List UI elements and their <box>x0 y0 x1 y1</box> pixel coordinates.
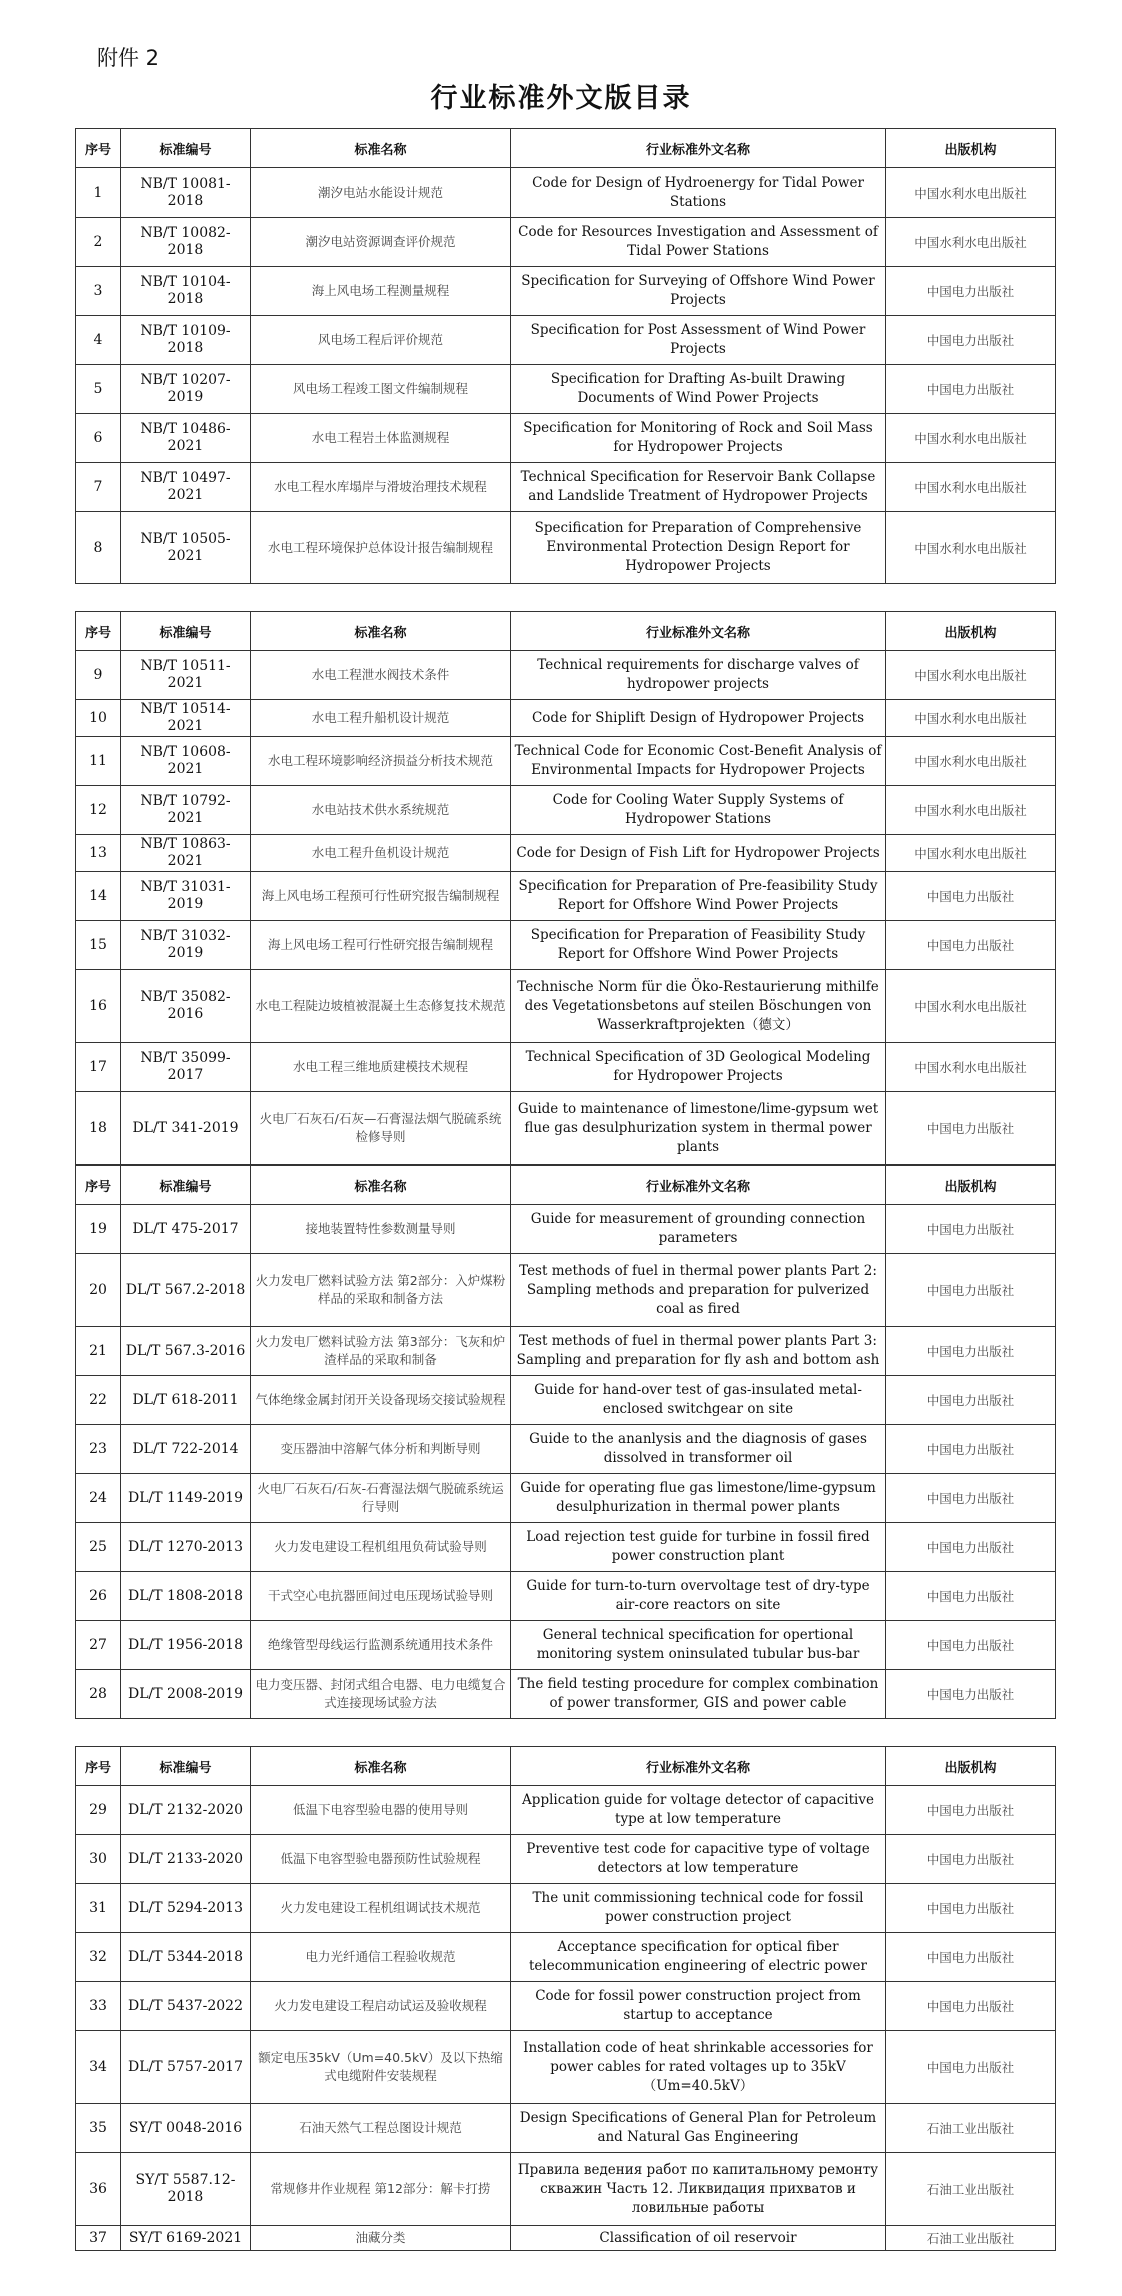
col-code: NB/T 10109-2018 <box>121 316 251 365</box>
col-english-name: Specification for Surveying of Offshore Wind Power Projects <box>511 267 886 316</box>
table-row <box>76 1327 1056 1376</box>
header-col-publisher: 出版机构 <box>886 1166 1056 1205</box>
table-row <box>76 1786 1056 1835</box>
col-number: 14 <box>76 872 121 921</box>
col-publisher: 中国水利水电出版社 <box>886 970 1056 1043</box>
col-code: NB/T 10505-2021 <box>121 512 251 584</box>
col-code: NB/T 31031-2019 <box>121 872 251 921</box>
col-publisher: 中国电力出版社 <box>886 1933 1056 1982</box>
header-col-code: 标准编号 <box>121 1166 251 1205</box>
table-row <box>76 1092 1056 1165</box>
col-publisher: 中国电力出版社 <box>886 1425 1056 1474</box>
col-number: 25 <box>76 1523 121 1572</box>
table-row <box>76 316 1056 365</box>
col-name: 水电工程环境保护总体设计报告编制规程 <box>251 512 511 584</box>
col-english-name: Code for Design of Hydroenergy for Tidal Power Stations <box>511 168 886 218</box>
col-name: 水电工程升船机设计规范 <box>251 700 511 737</box>
table-row <box>76 218 1056 267</box>
col-publisher: 中国电力出版社 <box>886 1376 1056 1425</box>
table-header-row <box>76 1747 1056 1786</box>
table-row <box>76 1254 1056 1327</box>
col-name: 干式空心电抗器匝间过电压现场试验导则 <box>251 1572 511 1621</box>
table-row <box>76 512 1056 584</box>
col-publisher: 中国水利水电出版社 <box>886 463 1056 512</box>
col-name: 火力发电建设工程启动试运及验收规程 <box>251 1982 511 2031</box>
col-name: 海上风电场工程预可行性研究报告编制规程 <box>251 872 511 921</box>
col-number: 37 <box>76 2226 121 2251</box>
col-name: 水电工程陡边坡植被混凝土生态修复技术规范 <box>251 970 511 1043</box>
col-english-name: Acceptance specification for optical fiber telecommunication engineering of electric power <box>511 1933 886 1982</box>
col-english-name: Technische Norm für die Öko-Restaurierung mithilfe des Vegetationsbetons auf steilen Böschungen von Wasserkraftprojekten（德文） <box>511 970 886 1043</box>
col-name: 接地装置特性参数测量导则 <box>251 1205 511 1254</box>
header-col-name: 标准名称 <box>251 1166 511 1205</box>
col-publisher: 中国电力出版社 <box>886 1835 1056 1884</box>
table-row <box>76 2104 1056 2153</box>
col-number: 20 <box>76 1254 121 1327</box>
col-english-name: Guide to maintenance of limestone/lime-gypsum wet flue gas desulphurization system in thermal power plants <box>511 1092 886 1165</box>
table-row <box>76 1043 1056 1092</box>
table-row <box>76 2226 1056 2251</box>
col-publisher: 中国电力出版社 <box>886 1327 1056 1376</box>
col-code: NB/T 10792-2021 <box>121 786 251 835</box>
col-code: DL/T 2008-2019 <box>121 1670 251 1719</box>
col-english-name: Technical Code for Economic Cost-Benefit Analysis of Environmental Impacts for Hydropower Projects <box>511 737 886 786</box>
col-code: NB/T 35099-2017 <box>121 1043 251 1092</box>
col-publisher: 中国电力出版社 <box>886 1621 1056 1670</box>
table-row <box>76 1982 1056 2031</box>
col-english-name: Guide for turn-to-turn overvoltage test of dry-type air-core reactors on site <box>511 1572 886 1621</box>
header-col-english-name: 行业标准外文名称 <box>511 1747 886 1786</box>
col-english-name: Code for Design of Fish Lift for Hydropower Projects <box>511 835 886 872</box>
col-name: 海上风电场工程可行性研究报告编制规程 <box>251 921 511 970</box>
table-row <box>76 267 1056 316</box>
col-name: 火电厂石灰石/石灰—石膏湿法烟气脱硫系统检修导则 <box>251 1092 511 1165</box>
col-number: 17 <box>76 1043 121 1092</box>
col-name: 火力发电建设工程机组甩负荷试验导则 <box>251 1523 511 1572</box>
table-row <box>76 835 1056 872</box>
col-english-name: Code for fossil power construction project from startup to acceptance <box>511 1982 886 2031</box>
col-publisher: 中国电力出版社 <box>886 1474 1056 1523</box>
col-number: 24 <box>76 1474 121 1523</box>
col-number: 10 <box>76 700 121 737</box>
header-col-number: 序号 <box>76 1166 121 1205</box>
col-english-name: Specification for Drafting As-built Drawing Documents of Wind Power Projects <box>511 365 886 414</box>
col-name: 火电厂石灰石/石灰-石膏湿法烟气脱硫系统运行导则 <box>251 1474 511 1523</box>
col-name: 水电工程三维地质建模技术规程 <box>251 1043 511 1092</box>
header-col-number: 序号 <box>76 612 121 651</box>
table-row <box>76 168 1056 218</box>
col-publisher: 中国水利水电出版社 <box>886 786 1056 835</box>
col-name: 水电工程水库塌岸与滑坡治理技术规程 <box>251 463 511 512</box>
col-code: NB/T 10608-2021 <box>121 737 251 786</box>
col-name: 常规修井作业规程 第12部分：解卡打捞 <box>251 2153 511 2226</box>
col-code: NB/T 10514-2021 <box>121 700 251 737</box>
col-number: 9 <box>76 651 121 700</box>
col-publisher: 中国电力出版社 <box>886 365 1056 414</box>
table-row <box>76 1474 1056 1523</box>
col-english-name: Design Specifications of General Plan for Petroleum and Natural Gas Engineering <box>511 2104 886 2153</box>
col-code: DL/T 567.3-2016 <box>121 1327 251 1376</box>
col-publisher: 中国电力出版社 <box>886 1523 1056 1572</box>
col-code: NB/T 10486-2021 <box>121 414 251 463</box>
col-english-name: Classification of oil reservoir <box>511 2226 886 2251</box>
col-number: 4 <box>76 316 121 365</box>
standards-table <box>75 128 1056 584</box>
col-code: SY/T 0048-2016 <box>121 2104 251 2153</box>
col-code: DL/T 341-2019 <box>121 1092 251 1165</box>
col-publisher: 中国水利水电出版社 <box>886 414 1056 463</box>
col-english-name: Specification for Preparation of Feasibility Study Report for Offshore Wind Power Projects <box>511 921 886 970</box>
table-row <box>76 1523 1056 1572</box>
col-number: 26 <box>76 1572 121 1621</box>
header-col-english-name: 行业标准外文名称 <box>511 129 886 168</box>
col-english-name: Test methods of fuel in thermal power plants Part 2: Sampling methods and preparation for pulverized coal as fired <box>511 1254 886 1327</box>
col-number: 32 <box>76 1933 121 1982</box>
col-number: 29 <box>76 1786 121 1835</box>
col-code: DL/T 1149-2019 <box>121 1474 251 1523</box>
col-number: 36 <box>76 2153 121 2226</box>
table-row <box>76 463 1056 512</box>
col-english-name: Technical requirements for discharge valves of hydropower projects <box>511 651 886 700</box>
table-header-row <box>76 129 1056 168</box>
header-col-code: 标准编号 <box>121 1747 251 1786</box>
table-row <box>76 1621 1056 1670</box>
col-number: 33 <box>76 1982 121 2031</box>
col-name: 水电工程升鱼机设计规范 <box>251 835 511 872</box>
table-row <box>76 1205 1056 1254</box>
col-english-name: Specification for Monitoring of Rock and Soil Mass for Hydropower Projects <box>511 414 886 463</box>
col-english-name: Load rejection test guide for turbine in fossil fired power construction plant <box>511 1523 886 1572</box>
col-number: 3 <box>76 267 121 316</box>
col-code: DL/T 5294-2013 <box>121 1884 251 1933</box>
col-publisher: 中国水利水电出版社 <box>886 218 1056 267</box>
col-number: 35 <box>76 2104 121 2153</box>
col-number: 13 <box>76 835 121 872</box>
col-code: NB/T 10104-2018 <box>121 267 251 316</box>
col-english-name: Guide for operating flue gas limestone/lime-gypsum desulphurization in thermal power plants <box>511 1474 886 1523</box>
col-number: 16 <box>76 970 121 1043</box>
table-header-row <box>76 612 1056 651</box>
col-english-name: Specification for Preparation of Comprehensive Environmental Protection Design Report for Hydropower Projects <box>511 512 886 584</box>
col-publisher: 中国电力出版社 <box>886 2031 1056 2104</box>
table-row <box>76 414 1056 463</box>
col-code: DL/T 722-2014 <box>121 1425 251 1474</box>
col-number: 34 <box>76 2031 121 2104</box>
standards-table <box>75 611 1056 1165</box>
header-col-english-name: 行业标准外文名称 <box>511 612 886 651</box>
col-name: 潮汐电站水能设计规范 <box>251 168 511 218</box>
col-number: 21 <box>76 1327 121 1376</box>
table-row <box>76 1835 1056 1884</box>
col-code: NB/T 10511-2021 <box>121 651 251 700</box>
col-name: 火力发电建设工程机组调试技术规范 <box>251 1884 511 1933</box>
col-name: 低温下电容型验电器预防性试验规程 <box>251 1835 511 1884</box>
col-number: 28 <box>76 1670 121 1719</box>
col-code: DL/T 2132-2020 <box>121 1786 251 1835</box>
col-code: NB/T 10207-2019 <box>121 365 251 414</box>
col-english-name: Code for Cooling Water Supply Systems of Hydropower Stations <box>511 786 886 835</box>
col-name: 变压器油中溶解气体分析和判断导则 <box>251 1425 511 1474</box>
page-title: 行业标准外文版目录 <box>430 83 692 114</box>
header-col-publisher: 出版机构 <box>886 129 1056 168</box>
col-code: DL/T 1270-2013 <box>121 1523 251 1572</box>
table-row <box>76 1933 1056 1982</box>
table-row <box>76 651 1056 700</box>
col-name: 火力发电厂燃料试验方法 第3部分：飞灰和炉渣样品的采取和制备 <box>251 1327 511 1376</box>
table-row <box>76 1670 1056 1719</box>
col-publisher: 中国电力出版社 <box>886 1670 1056 1719</box>
col-publisher: 中国电力出版社 <box>886 872 1056 921</box>
col-publisher: 中国电力出版社 <box>886 1092 1056 1165</box>
col-publisher: 石油工业出版社 <box>886 2153 1056 2226</box>
header-col-number: 序号 <box>76 1747 121 1786</box>
col-publisher: 中国水利水电出版社 <box>886 512 1056 584</box>
col-english-name: Code for Shiplift Design of Hydropower Projects <box>511 700 886 737</box>
table-row <box>76 2153 1056 2226</box>
header-col-code: 标准编号 <box>121 612 251 651</box>
col-name: 油藏分类 <box>251 2226 511 2251</box>
col-publisher: 中国电力出版社 <box>886 1982 1056 2031</box>
col-name: 风电场工程竣工图文件编制规程 <box>251 365 511 414</box>
col-name: 风电场工程后评价规范 <box>251 316 511 365</box>
table-row <box>76 365 1056 414</box>
header-col-publisher: 出版机构 <box>886 612 1056 651</box>
header-col-english-name: 行业标准外文名称 <box>511 1166 886 1205</box>
col-code: DL/T 567.2-2018 <box>121 1254 251 1327</box>
table-row <box>76 872 1056 921</box>
col-publisher: 石油工业出版社 <box>886 2226 1056 2251</box>
col-publisher: 石油工业出版社 <box>886 2104 1056 2153</box>
col-publisher: 中国水利水电出版社 <box>886 737 1056 786</box>
col-number: 19 <box>76 1205 121 1254</box>
col-english-name: Application guide for voltage detector of capacitive type at low temperature <box>511 1786 886 1835</box>
table-header-row <box>76 1166 1056 1205</box>
col-english-name: Technical Specification for Reservoir Bank Collapse and Landslide Treatment of Hydropower Projects <box>511 463 886 512</box>
col-english-name: Guide to the ananlysis and the diagnosis of gases dissolved in transformer oil <box>511 1425 886 1474</box>
col-name: 水电站技术供水系统规范 <box>251 786 511 835</box>
col-english-name: Technical Specification of 3D Geological Modeling for Hydropower Projects <box>511 1043 886 1092</box>
col-number: 8 <box>76 512 121 584</box>
col-name: 水电工程环境影响经济损益分析技术规范 <box>251 737 511 786</box>
col-number: 15 <box>76 921 121 970</box>
col-publisher: 中国电力出版社 <box>886 1205 1056 1254</box>
col-english-name: Guide for measurement of grounding connection parameters <box>511 1205 886 1254</box>
table-row <box>76 1572 1056 1621</box>
col-name: 电力变压器、封闭式组合电器、电力电缆复合式连接现场试验方法 <box>251 1670 511 1719</box>
col-code: SY/T 5587.12-2018 <box>121 2153 251 2226</box>
col-number: 7 <box>76 463 121 512</box>
col-code: NB/T 10863-2021 <box>121 835 251 872</box>
col-publisher: 中国水利水电出版社 <box>886 835 1056 872</box>
col-code: DL/T 475-2017 <box>121 1205 251 1254</box>
col-english-name: Guide for hand-over test of gas-insulated metal-enclosed switchgear on site <box>511 1376 886 1425</box>
table-row <box>76 921 1056 970</box>
col-name: 绝缘管型母线运行监测系统通用技术条件 <box>251 1621 511 1670</box>
col-name: 海上风电场工程测量规程 <box>251 267 511 316</box>
table-row <box>76 786 1056 835</box>
col-english-name: Правила ведения работ по капитальному ремонту скважин Часть 12. Ликвидация прихватов и ловильные работы <box>511 2153 886 2226</box>
col-name: 火力发电厂燃料试验方法 第2部分：入炉煤粉样品的采取和制备方法 <box>251 1254 511 1327</box>
header-col-publisher: 出版机构 <box>886 1747 1056 1786</box>
col-publisher: 中国电力出版社 <box>886 316 1056 365</box>
col-code: DL/T 5757-2017 <box>121 2031 251 2104</box>
col-number: 27 <box>76 1621 121 1670</box>
standards-table <box>75 1165 1056 1719</box>
col-name: 额定电压35kV（Um=40.5kV）及以下热缩式电缆附件安装规程 <box>251 2031 511 2104</box>
col-code: SY/T 6169-2021 <box>121 2226 251 2251</box>
standards-table <box>75 1746 1056 2251</box>
header-col-name: 标准名称 <box>251 129 511 168</box>
col-name: 水电工程岩土体监测规程 <box>251 414 511 463</box>
table-row <box>76 1376 1056 1425</box>
col-code: NB/T 10082-2018 <box>121 218 251 267</box>
col-name: 潮汐电站资源调查评价规范 <box>251 218 511 267</box>
table-row <box>76 1425 1056 1474</box>
col-number: 12 <box>76 786 121 835</box>
col-code: DL/T 5437-2022 <box>121 1982 251 2031</box>
col-code: NB/T 35082-2016 <box>121 970 251 1043</box>
col-code: DL/T 1808-2018 <box>121 1572 251 1621</box>
header-col-number: 序号 <box>76 129 121 168</box>
col-number: 11 <box>76 737 121 786</box>
header-col-name: 标准名称 <box>251 612 511 651</box>
col-name: 电力光纤通信工程验收规范 <box>251 1933 511 1982</box>
col-publisher: 中国电力出版社 <box>886 1786 1056 1835</box>
col-english-name: Installation code of heat shrinkable accessories for power cables for rated voltages up to 35kV （Um=40.5kV） <box>511 2031 886 2104</box>
col-english-name: Specification for Preparation of Pre-feasibility Study Report for Offshore Wind Power Projects <box>511 872 886 921</box>
col-code: NB/T 10081-2018 <box>121 168 251 218</box>
col-number: 30 <box>76 1835 121 1884</box>
col-english-name: Specification for Post Assessment of Wind Power Projects <box>511 316 886 365</box>
col-code: NB/T 10497-2021 <box>121 463 251 512</box>
col-code: DL/T 5344-2018 <box>121 1933 251 1982</box>
col-name: 低温下电容型验电器的使用导则 <box>251 1786 511 1835</box>
table-row <box>76 737 1056 786</box>
table-row <box>76 2031 1056 2104</box>
col-name: 气体绝缘金属封闭开关设备现场交接试验规程 <box>251 1376 511 1425</box>
col-number: 5 <box>76 365 121 414</box>
table-row <box>76 1884 1056 1933</box>
col-english-name: General technical specification for opertional monitoring system oninsulated tubular bus-bar <box>511 1621 886 1670</box>
col-publisher: 中国水利水电出版社 <box>886 1043 1056 1092</box>
col-number: 22 <box>76 1376 121 1425</box>
col-code: DL/T 2133-2020 <box>121 1835 251 1884</box>
header-col-code: 标准编号 <box>121 129 251 168</box>
col-name: 石油天然气工程总图设计规范 <box>251 2104 511 2153</box>
col-number: 1 <box>76 168 121 218</box>
col-english-name: Code for Resources Investigation and Assessment of Tidal Power Stations <box>511 218 886 267</box>
col-name: 水电工程泄水阀技术条件 <box>251 651 511 700</box>
col-publisher: 中国水利水电出版社 <box>886 168 1056 218</box>
col-code: DL/T 618-2011 <box>121 1376 251 1425</box>
header-col-name: 标准名称 <box>251 1747 511 1786</box>
table-row <box>76 970 1056 1043</box>
col-code: DL/T 1956-2018 <box>121 1621 251 1670</box>
col-publisher: 中国电力出版社 <box>886 1254 1056 1327</box>
col-english-name: Test methods of fuel in thermal power plants Part 3: Sampling and preparation for fly ash and bottom ash <box>511 1327 886 1376</box>
col-english-name: Preventive test code for capacitive type of voltage detectors at low temperature <box>511 1835 886 1884</box>
col-publisher: 中国水利水电出版社 <box>886 700 1056 737</box>
attachment-label: 附件 2 <box>97 46 160 70</box>
col-number: 18 <box>76 1092 121 1165</box>
col-publisher: 中国电力出版社 <box>886 921 1056 970</box>
col-code: NB/T 31032-2019 <box>121 921 251 970</box>
table-row <box>76 700 1056 737</box>
col-publisher: 中国水利水电出版社 <box>886 651 1056 700</box>
col-number: 31 <box>76 1884 121 1933</box>
col-number: 23 <box>76 1425 121 1474</box>
col-number: 6 <box>76 414 121 463</box>
col-publisher: 中国电力出版社 <box>886 1884 1056 1933</box>
col-english-name: The unit commissioning technical code for fossil power construction project <box>511 1884 886 1933</box>
col-english-name: The field testing procedure for complex combination of power transformer, GIS and power cable <box>511 1670 886 1719</box>
col-publisher: 中国电力出版社 <box>886 267 1056 316</box>
col-publisher: 中国电力出版社 <box>886 1572 1056 1621</box>
col-number: 2 <box>76 218 121 267</box>
